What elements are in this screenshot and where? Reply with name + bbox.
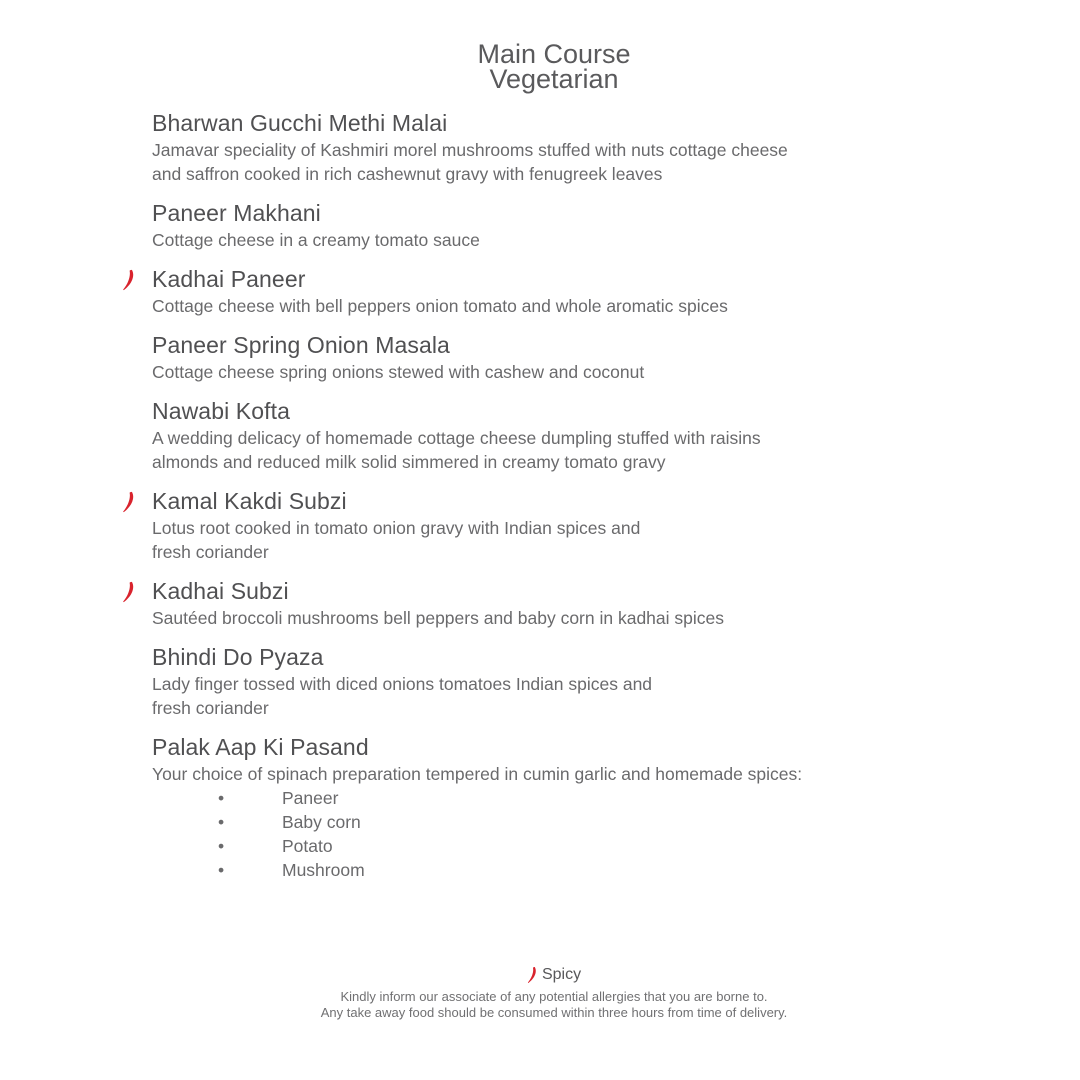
menu-item [152,198,852,252]
menu-item-description: almonds and reduced milk solid simmered in creamy tomato gravy [152,452,666,472]
menu-item [152,642,852,720]
bullet-icon: • [218,836,225,856]
option-label: Baby corn [282,812,361,832]
chili-icon [122,581,136,603]
menu-items [152,108,852,894]
title-line-2: Vegetarian [489,64,619,94]
menu-item-description: Jamavar speciality of Kashmiri morel mushrooms stuffed with nuts cottage cheese [152,140,788,160]
allergy-note: Kindly inform our associate of any potential allergies that you are borne to. [340,989,768,1004]
menu-item-description: A wedding delicacy of homemade cottage cheese dumpling stuffed with raisins [152,428,761,448]
menu-item-description: Lady finger tossed with diced onions tomatoes Indian spices and [152,674,653,694]
menu-item [152,732,852,882]
menu-item [152,486,852,564]
menu-item [152,576,852,630]
option-label: Paneer [282,788,339,808]
option-item [152,858,852,882]
menu-item-name: Nawabi Kofta [152,398,290,424]
spicy-legend-label: Spicy [541,966,582,983]
menu-item-description: Your choice of spinach preparation tempered in cumin garlic and homemade spices: [152,764,803,784]
option-item [152,786,852,810]
menu-item-name: Bhindi Do Pyaza [152,644,324,670]
bullet-icon: • [218,812,225,832]
menu-item-name: Palak Aap Ki Pasand [152,734,369,760]
menu-item-description: fresh coriander [152,698,269,718]
chili-icon [122,491,136,513]
bullet-icon: • [218,788,225,808]
bullet-icon: • [218,860,225,880]
title-line-1: Main Course [477,39,631,69]
menu-item-name: Kadhai Paneer [152,266,306,292]
menu-item-description: Sautéed broccoli mushrooms bell peppers and baby corn in kadhai spices [152,608,724,628]
page-title [0,39,1080,94]
menu-item-description: fresh coriander [152,542,269,562]
option-list [152,786,852,882]
menu-item-name: Paneer Spring Onion Masala [152,332,450,358]
chili-icon [527,966,538,984]
menu-item-name: Paneer Makhani [152,200,321,226]
option-item [152,834,852,858]
menu-item-description: Lotus root cooked in tomato onion gravy with Indian spices and [152,518,641,538]
menu-item-description: and saffron cooked in rich cashewnut gravy with fenugreek leaves [152,164,663,184]
option-item [152,810,852,834]
menu-item-description: Cottage cheese with bell peppers onion tomato and whole aromatic spices [152,296,728,316]
menu-item-description: Cottage cheese spring onions stewed with cashew and coconut [152,362,645,382]
menu-item-name: Kamal Kakdi Subzi [152,488,347,514]
footer [0,964,1080,1021]
spicy-legend [527,964,581,986]
menu-item [152,396,852,474]
menu-item-name: Kadhai Subzi [152,578,289,604]
takeaway-note: Any take away food should be consumed within three hours from time of delivery. [320,1005,788,1020]
menu-item [152,264,852,318]
menu-item [152,330,852,384]
menu-item-description: Cottage cheese in a creamy tomato sauce [152,230,480,250]
option-label: Mushroom [282,860,365,880]
menu-item-name: Bharwan Gucchi Methi Malai [152,110,448,136]
option-label: Potato [282,836,333,856]
menu-item [152,108,852,186]
chili-icon [122,269,136,291]
